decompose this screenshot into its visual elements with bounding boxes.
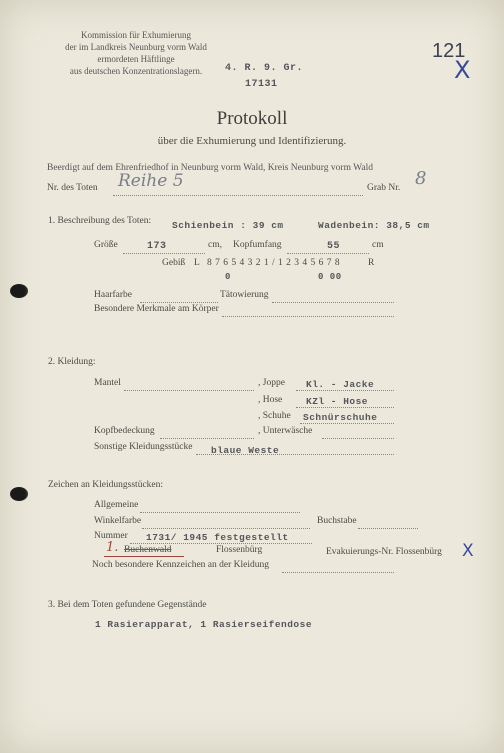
- shoes-label: , Schuhe: [258, 411, 291, 421]
- height-label: Größe: [94, 240, 118, 250]
- dead-no-value: Reihe 5: [118, 171, 184, 191]
- stamp-number: 17131: [245, 79, 278, 90]
- typed-measure-2: Wadenbein: 38,5 cm: [318, 220, 430, 231]
- blue-x-mark-evac: X: [462, 541, 474, 561]
- hair-color-label: Haarfarbe: [94, 290, 132, 300]
- blue-x-mark: X: [454, 56, 471, 84]
- headwear-label: Kopfbedeckung: [94, 426, 155, 436]
- teeth-numbers: 8 7 6 5 4 3 2 1 / 1 2 3 4 5 6 7 8: [207, 258, 341, 268]
- grave-no-label: Grab Nr.: [367, 183, 401, 193]
- camp-mark: 1.: [106, 540, 119, 555]
- letter-label: Buchstabe: [317, 516, 357, 526]
- teeth-label: Gebiß: [162, 258, 186, 268]
- section-1-heading: 1. Beschreibung des Toten:: [48, 216, 152, 226]
- punch-hole-bottom: [10, 487, 28, 501]
- camp-buchenwald: Buchenwald: [124, 545, 172, 555]
- number-label: Nummer: [94, 531, 128, 541]
- teeth-R: R: [368, 258, 375, 268]
- jacket-label: , Joppe: [258, 378, 285, 388]
- org-line-2: der im Landkreis Neunburg vorm Wald: [65, 42, 207, 52]
- typed-measure-1: Schienbein : 39 cm: [172, 220, 284, 231]
- teeth-marks-right: 0 00: [318, 272, 342, 282]
- underwear-label: , Unterwäsche: [258, 426, 313, 436]
- org-line-4: aus deutschen Konzentrationslagern.: [69, 66, 203, 76]
- org-line-1: Kommission für Exhumierung: [81, 30, 191, 40]
- section-2-heading: 2. Kleidung:: [48, 357, 96, 367]
- number-value: 1731/ 1945 festgestellt: [146, 532, 289, 543]
- coat-label: Mantel: [94, 378, 121, 388]
- burial-line: Beerdigt auf dem Ehrenfriedhof in Neunburg vorm Wald, Kreis Neunburg vorm Wald: [47, 163, 373, 173]
- trousers-label: , Hose: [258, 395, 283, 405]
- section-3-heading: 3. Bei dem Toten gefundene Gegenstände: [48, 600, 207, 610]
- evacuation-number-label: Evakuierungs-Nr. Flossenbürg: [326, 547, 442, 557]
- org-line-3: ermordeten Häftlinge: [97, 54, 175, 64]
- punch-hole-top: [10, 284, 28, 298]
- general-marks-label: Allgemeine: [94, 500, 139, 510]
- page-number: 121: [432, 40, 466, 62]
- document-title: Protokoll: [216, 108, 288, 129]
- marks-heading: Zeichen an Kleidungsstücken:: [48, 480, 164, 490]
- teeth-marks-left: 0: [225, 272, 231, 282]
- document-subtitle: über die Exhumierung und Identifizierung.: [157, 135, 347, 147]
- head-circumference-value: 55: [327, 241, 341, 252]
- other-marks-label: Noch besondere Kennzeichen an der Kleidung: [92, 560, 269, 570]
- body-features-label: Besondere Merkmale am Körper: [94, 304, 219, 314]
- grave-no-value: 8: [415, 168, 427, 189]
- jacket-value: Kl. - Jacke: [306, 379, 375, 390]
- dead-no-label: Nr. des Toten: [47, 183, 98, 193]
- tattoo-label: Tätowierung: [220, 290, 269, 300]
- stamp-ref: 4. R. 9. Gr.: [225, 63, 304, 74]
- other-clothing-value: blaue Weste: [211, 445, 280, 456]
- other-clothing-label: Sonstige Kleidungsstücke: [94, 442, 193, 452]
- unit-cm-2: cm: [372, 240, 384, 250]
- found-items-value: 1 Rasierapparat, 1 Rasierseifendose: [95, 619, 313, 630]
- angle-color-label: Winkelfarbe: [94, 516, 142, 526]
- org-header: [46, 29, 226, 77]
- height-value: 173: [147, 241, 167, 252]
- teeth-L: L: [194, 258, 200, 268]
- shoes-value: Schnürschuhe: [303, 412, 378, 423]
- head-circumference-label: Kopfumfang: [233, 240, 282, 250]
- unit-cm-1: cm,: [208, 240, 222, 250]
- trousers-value: KZl - Hose: [306, 396, 369, 407]
- camp-flossenburg: Flossenbürg: [216, 545, 263, 555]
